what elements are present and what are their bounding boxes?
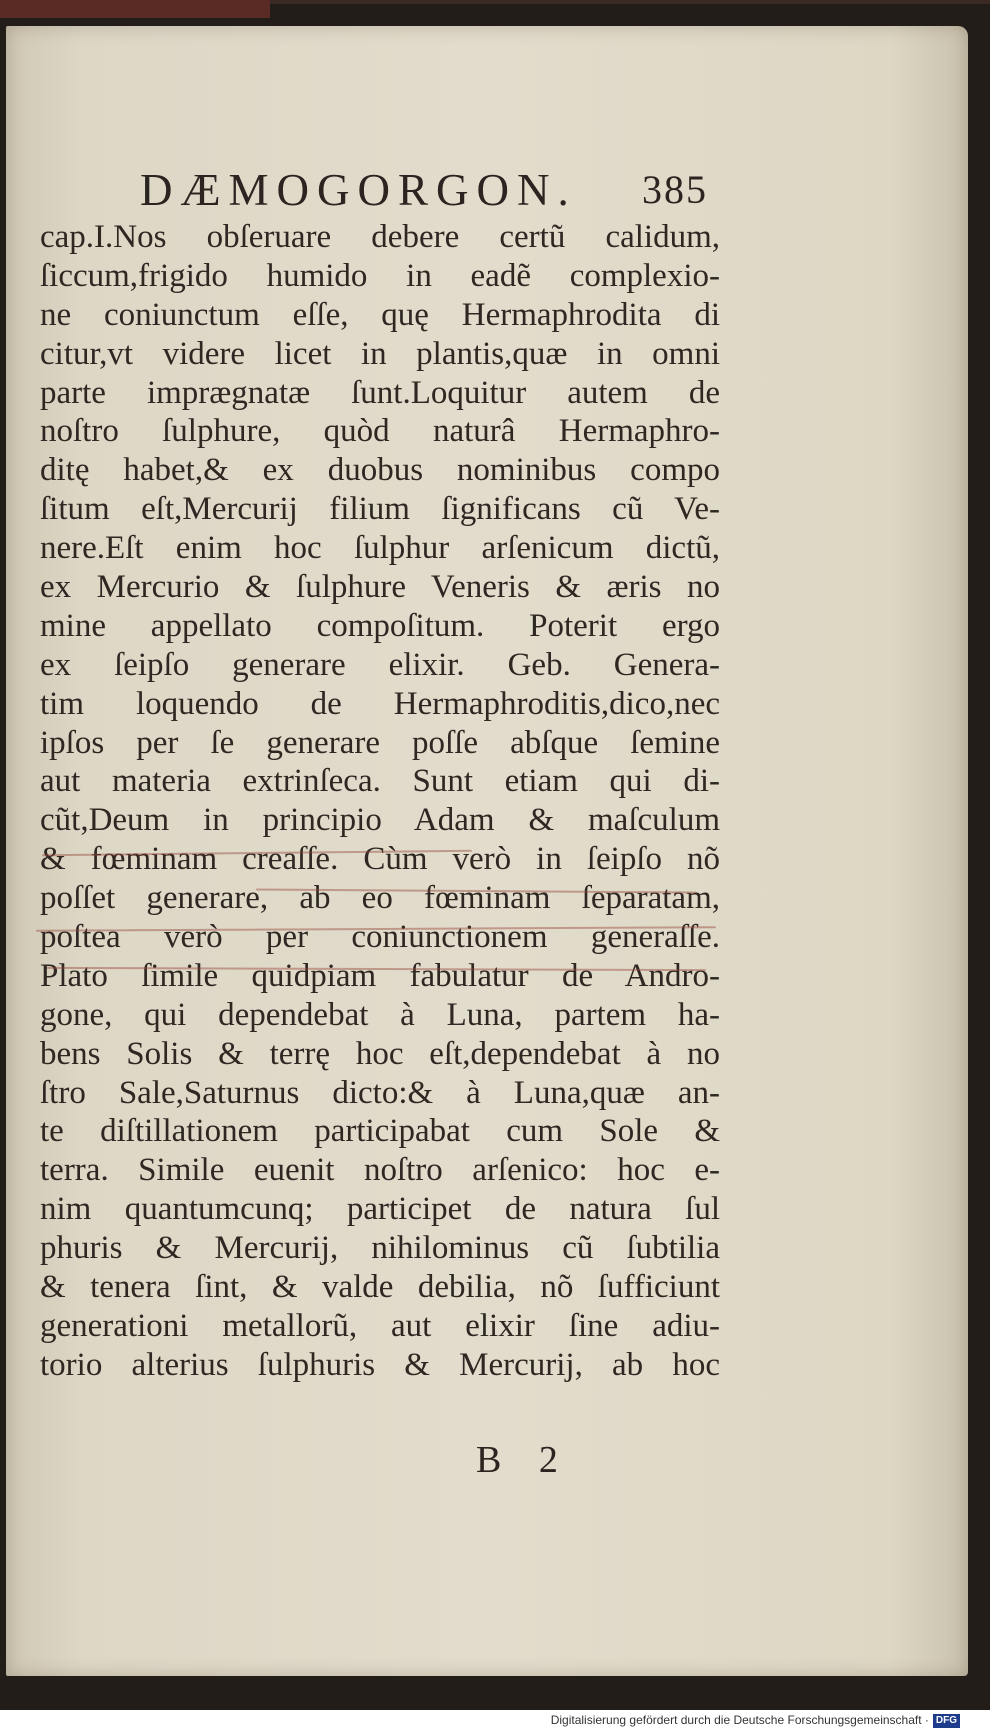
text-line: ipſos per ſe generare poſſe abſque ſemine	[40, 724, 720, 761]
text-line: ne coniunctum eſſe, quę Hermaphrodita di	[40, 296, 720, 333]
book-page	[6, 26, 968, 1676]
text-line: cap.I.Nos obſeruare debere certũ calidum,	[40, 219, 720, 255]
text-line: bens Solis & terrę hoc eſt,dependebat à no	[40, 1035, 720, 1072]
text-line: parte imprægnatæ ſunt.Loquitur autem de	[40, 374, 720, 411]
text-line: aut materia extrinſeca. Sunt etiam qui di-	[40, 763, 720, 800]
text-line: phuris & Mercurij, nihilominus cũ ſubtilia	[40, 1230, 720, 1267]
text-line: poſſet generare, ab eo fœminam ſeparatam,	[40, 880, 720, 917]
text-line: & fœminam creaſſe. Cùm verò in ſeipſo nõ	[40, 841, 720, 878]
binding-edge	[0, 0, 270, 18]
text-line: nim quantumcunq; participet de natura ſul	[40, 1191, 720, 1228]
text-line: ſtro Sale,Saturnus dicto:& à Luna,quæ an-	[40, 1074, 720, 1111]
text-line: ſiccum,frigido humido in eadẽ complexio-	[40, 257, 720, 294]
text-line: terra. Simile euenit noſtro arſenico: hoc e-	[40, 1152, 720, 1189]
text-line: Plato ſimile quidpiam fabulatur de Andro-	[40, 957, 720, 994]
text-line: ex ſeipſo generare elixir. Geb. Genera-	[40, 646, 720, 683]
digitization-credit	[551, 1713, 960, 1728]
text-line: ſitum eſt,Mercurij filium ſignificans cũ Ve-	[40, 491, 720, 528]
text-line: noſtro ſulphure, quòd naturâ Hermaphro-	[40, 413, 720, 450]
page-number: 385	[642, 167, 708, 212]
text-line: poſtea verò per coniunctionem generaſſe.	[40, 919, 720, 956]
text-line: gone, qui dependebat à Luna, partem ha-	[40, 996, 720, 1033]
credit-text: Digitalisierung gefördert durch die Deutsche Forschungsgemeinschaft ·	[550, 1713, 929, 1728]
text-line: mine appellato compoſitum. Poterit ergo	[40, 607, 720, 644]
signature-mark: B 2	[476, 1439, 572, 1481]
text-line: & tenera ſint, & valde debilia, nõ ſufficiunt	[40, 1269, 720, 1306]
text-line: ditę habet,& ex duobus nominibus compo	[40, 452, 720, 489]
dfg-logo: DFG	[933, 1714, 960, 1728]
text-line: tim loquendo de Hermaphroditis,dico,nec	[40, 685, 720, 722]
text-line: torio alterius ſulphuris & Mercurij, ab hoc	[40, 1346, 720, 1383]
text-line: te diſtillationem participabat cum Sole &	[40, 1113, 720, 1150]
text-line: ex Mercurio & ſulphure Veneris & æris no	[40, 569, 720, 606]
running-head: DÆMOGORGON.	[140, 165, 577, 215]
text-line: citur,vt videre licet in plantis,quæ in omni	[40, 335, 720, 372]
text-line: generationi metallorũ, aut elixir ſine adiu-	[40, 1307, 720, 1344]
text-line: cũt,Deum in principio Adam & maſculum	[40, 802, 720, 839]
text-line: nere.Eſt enim hoc ſulphur arſenicum dictũ,	[40, 530, 720, 567]
body-text	[40, 218, 720, 1385]
